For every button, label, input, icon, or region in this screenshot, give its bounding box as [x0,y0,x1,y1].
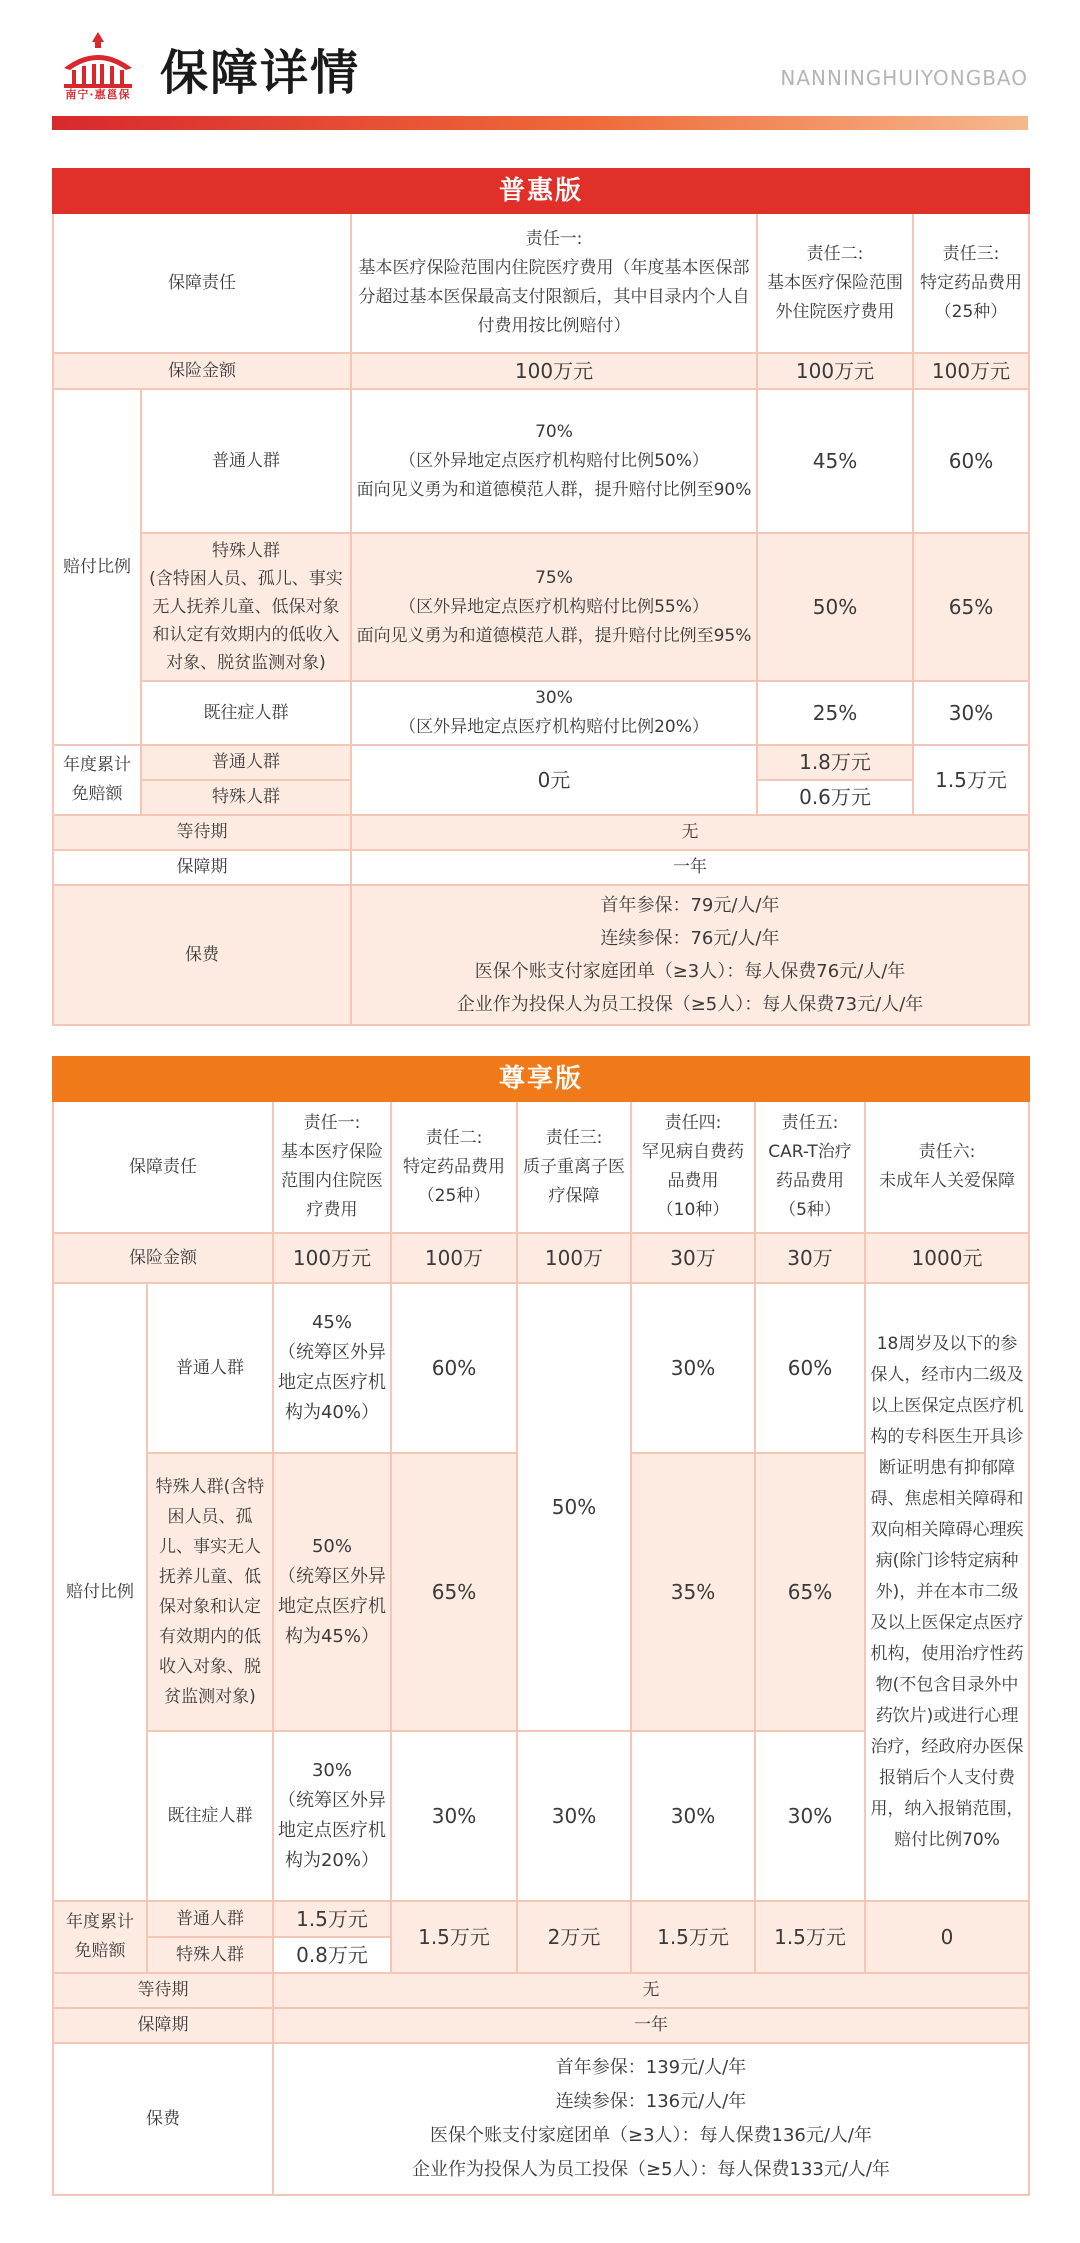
zunxiang-existing-duty1: 30% （统筹区外异地定点医疗机构为20%） [273,1731,391,1901]
zunxiang-ratio-label: 赔付比例 [53,1283,147,1901]
zunxiang-amount-5: 30万 [755,1233,865,1283]
zunxiang-special-duty2: 65% [391,1453,517,1731]
puhui-normal-label: 普通人群 [141,389,351,533]
puhui-special-duty3: 65% [913,533,1029,681]
puhui-special-label: 特殊人群 (含特困人员、孤儿、事实无人抚养儿童、低保对象和认定有效期内的低收入对象、脱贫监测对象) [141,533,351,681]
zunxiang-duty-6: 责任六: 未成年人关爱保障 [865,1101,1029,1233]
zunxiang-amount-1: 100万元 [273,1233,391,1283]
zunxiang-duty-4: 责任四: 罕见病自费药品费用 （10种） [631,1101,755,1233]
puhui-duty-label: 保障责任 [53,213,351,353]
zunxiang-wait-value: 无 [273,1973,1029,2008]
puhui-premium-enterprise: 企业作为投保人为员工投保（≥5人）：每人保费73元/人/年 [456,994,924,1015]
zunxiang-duty-2: 责任二: 特定药品费用 （25种） [391,1101,517,1233]
zunxiang-deduct-normal-label: 普通人群 [147,1901,273,1937]
puhui-amount-3: 100万元 [913,353,1029,389]
zunxiang-deduct-duty3: 2万元 [517,1901,631,1973]
zunxiang-normal-duty5: 60% [755,1283,865,1453]
zunxiang-duty-label: 保障责任 [53,1101,273,1233]
puhui-normal-duty2: 45% [757,389,913,533]
zunxiang-existing-duty5: 30% [755,1731,865,1901]
puhui-special-duty2: 50% [757,533,913,681]
zunxiang-duty3-ratio: 50% [517,1283,631,1731]
puhui-table [52,168,1028,1026]
puhui-premium-values [351,885,1029,1025]
puhui-premium-label: 保费 [53,885,351,1025]
puhui-existing-label: 既往症人群 [141,681,351,745]
zunxiang-amount-label: 保险金额 [53,1233,273,1283]
zunxiang-deduct-duty6: 0 [865,1901,1029,1973]
zunxiang-amount-4: 30万 [631,1233,755,1283]
zunxiang-special-label: 特殊人群(含特困人员、孤儿、事实无人抚养儿童、低保对象和认定有效期内的低收入对象、脱贫监测对象) [147,1453,273,1731]
puhui-deduct-normal-duty2: 1.8万元 [757,745,913,780]
zunxiang-table [52,1056,1028,2196]
puhui-existing-duty3: 30% [913,681,1029,745]
puhui-wait-value: 无 [351,815,1029,850]
logo-text: 南宁·惠邕保 [65,88,131,101]
zunxiang-normal-duty2: 60% [391,1283,517,1453]
puhui-normal-duty1: 70% （区外异地定点医疗机构赔付比例50%） 面向见义勇为和道德模范人群，提升赔付比例至90% [351,389,757,533]
puhui-amount-2: 100万元 [757,353,913,389]
puhui-deduct-duty3: 1.5万元 [913,745,1029,815]
page-header [0,0,1080,130]
zunxiang-deduct-normal-duty1: 1.5万元 [273,1901,391,1937]
zunxiang-normal-label: 普通人群 [147,1283,273,1453]
zunxiang-title: 尊享版 [53,1057,1029,1101]
zunxiang-amount-2: 100万 [391,1233,517,1283]
zunxiang-normal-duty4: 30% [631,1283,755,1453]
zunxiang-deduct-duty5: 1.5万元 [755,1901,865,1973]
puhui-deduct-normal-label: 普通人群 [141,745,351,780]
zunxiang-period-value: 一年 [273,2008,1029,2043]
zunxiang-wait-label: 等待期 [53,1973,273,2008]
zunxiang-existing-duty2: 30% [391,1731,517,1901]
zunxiang-normal-duty1: 45% （统筹区外异地定点医疗机构为40%） [273,1283,391,1453]
puhui-premium-family: 医保个账支付家庭团单（≥3人）：每人保费76元/人/年 [474,961,906,982]
puhui-existing-duty2: 25% [757,681,913,745]
page-subtitle: NANNINGHUIYONGBAO [780,66,1028,90]
zunxiang-amount-6: 1000元 [865,1233,1029,1283]
zunxiang-premium-family: 医保个账支付家庭团单（≥3人）：每人保费136元/人/年 [429,2125,873,2146]
puhui-premium-continue: 连续参保：76元/人/年 [600,928,780,949]
zunxiang-deduct-special-duty1: 0.8万元 [273,1937,391,1973]
puhui-deduct-label: 年度累计 免赔额 [53,745,141,815]
zunxiang-duty-1: 责任一: 基本医疗保险范围内住院医疗费用 [273,1101,391,1233]
zunxiang-premium-label: 保费 [53,2043,273,2195]
zunxiang-premium-enterprise: 企业作为投保人为员工投保（≥5人）：每人保费133元/人/年 [411,2159,891,2180]
zunxiang-existing-label: 既往症人群 [147,1731,273,1901]
puhui-existing-duty1: 30% （区外异地定点医疗机构赔付比例20%） [351,681,757,745]
zunxiang-duty-3: 责任三: 质子重离子医疗保障 [517,1101,631,1233]
puhui-ratio-label: 赔付比例 [53,389,141,745]
zunxiang-deduct-duty4: 1.5万元 [631,1901,755,1973]
puhui-deduct-duty1: 0元 [351,745,757,815]
zunxiang-amount-3: 100万 [517,1233,631,1283]
zunxiang-duty6-desc: 18周岁及以下的参保人，经市内二级及以上医保定点医疗机构的专科医生开具诊断证明患有抑郁障碍、焦虑相关障碍和双向相关障碍心理疾病(除门诊特定病种外)，并在本市二级及以上医保定点医疗机构，使用治疗性药物(不包含目录外中药饮片)或进行心理治疗，经政府办医保报销后个人支付费用，纳入报销范围，赔付比例70% [865,1283,1029,1901]
page-title: 保障详情 [160,45,361,101]
puhui-duty-3: 责任三: 特定药品费用 （25种） [913,213,1029,353]
puhui-wait-label: 等待期 [53,815,351,850]
zunxiang-duty-5: 责任五: CAR-T治疗药品费用 （5种） [755,1101,865,1233]
puhui-deduct-special-duty2: 0.6万元 [757,780,913,815]
zunxiang-deduct-label: 年度累计 免赔额 [53,1901,147,1973]
puhui-period-value: 一年 [351,850,1029,885]
puhui-normal-duty3: 60% [913,389,1029,533]
zunxiang-special-duty4: 35% [631,1453,755,1731]
puhui-duty-2: 责任二: 基本医疗保险范围外住院医疗费用 [757,213,913,353]
puhui-premium-first: 首年参保：79元/人/年 [600,895,780,916]
zunxiang-existing-duty4: 30% [631,1731,755,1901]
zunxiang-special-duty1: 50% （统筹区外异地定点医疗机构为45%） [273,1453,391,1731]
puhui-duty-1: 责任一: 基本医疗保险范围内住院医疗费用（年度基本医保部分超过基本医保最高支付限额后，其中目录内个人自付费用按比例赔付） [351,213,757,353]
puhui-amount-1: 100万元 [351,353,757,389]
zunxiang-deduct-duty2: 1.5万元 [391,1901,517,1973]
zunxiang-existing-duty3: 30% [517,1731,631,1901]
puhui-amount-label: 保险金额 [53,353,351,389]
zunxiang-premium-values [273,2043,1029,2195]
header-gradient-bar [52,116,1028,130]
zunxiang-premium-first: 首年参保：139元/人/年 [555,2057,747,2078]
zunxiang-premium-continue: 连续参保：136元/人/年 [555,2091,747,2112]
puhui-period-label: 保障期 [53,850,351,885]
zunxiang-period-label: 保障期 [53,2008,273,2043]
zunxiang-special-duty5: 65% [755,1453,865,1731]
puhui-title: 普惠版 [53,169,1029,213]
zunxiang-deduct-special-label: 特殊人群 [147,1937,273,1973]
puhui-special-duty1: 75% （区外异地定点医疗机构赔付比例55%） 面向见义勇为和道德模范人群，提升赔付比例至95% [351,533,757,681]
puhui-deduct-special-label: 特殊人群 [141,780,351,815]
